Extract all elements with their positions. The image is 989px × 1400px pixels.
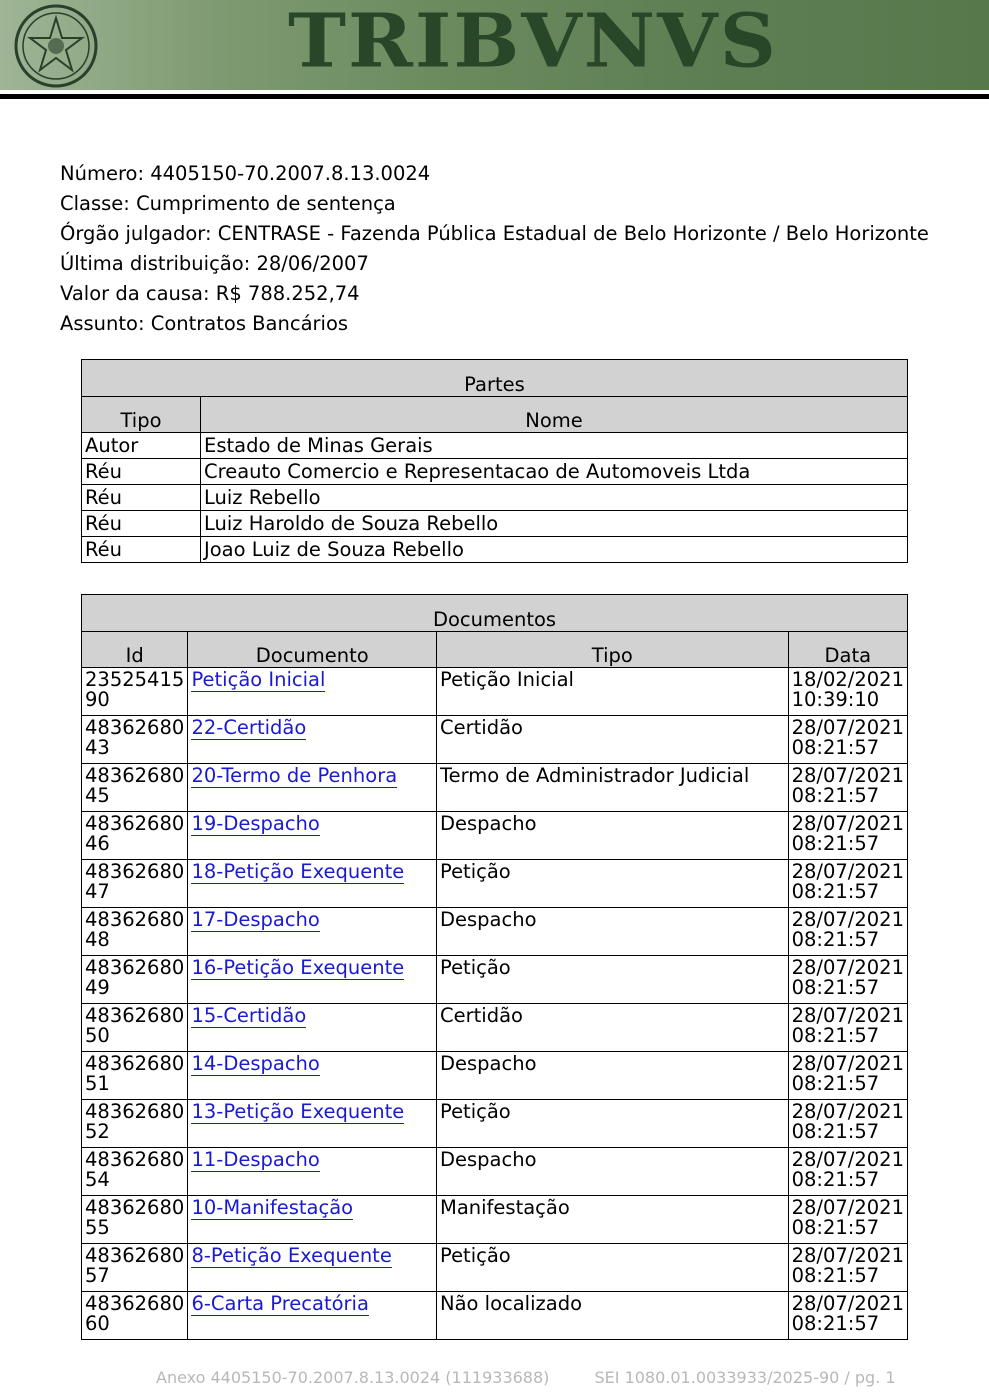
document-row	[82, 1052, 908, 1100]
document-cell	[188, 1148, 437, 1196]
documents-header-date: Data	[788, 632, 907, 668]
documents-table	[81, 594, 908, 1340]
document-type: Petição	[437, 956, 789, 1004]
document-row	[82, 1148, 908, 1196]
document-date: 28/07/2021 08:21:57	[788, 1196, 907, 1244]
document-type: Despacho	[437, 1052, 789, 1100]
document-cell	[188, 860, 437, 908]
document-id: 4836268060	[82, 1292, 188, 1340]
process-court: Órgão julgador: CENTRASE - Fazenda Pública Estadual de Belo Horizonte / Belo Horizonte	[60, 222, 929, 245]
party-name: Joao Luiz de Souza Rebello	[201, 537, 908, 563]
document-row	[82, 716, 908, 764]
document-link[interactable]: 8-Petição Exequente	[191, 1244, 392, 1267]
document-row	[82, 908, 908, 956]
document-type: Manifestação	[437, 1196, 789, 1244]
document-link[interactable]: 17-Despacho	[191, 908, 320, 931]
party-type: Réu	[82, 511, 201, 537]
document-row	[82, 1196, 908, 1244]
party-type: Réu	[82, 537, 201, 563]
process-distribution: Última distribuição: 28/06/2007	[60, 252, 369, 275]
document-id: 4836268049	[82, 956, 188, 1004]
document-id: 2352541590	[82, 668, 188, 716]
document-id: 4836268052	[82, 1100, 188, 1148]
document-cell	[188, 1196, 437, 1244]
process-subject: Assunto: Contratos Bancários	[60, 312, 349, 335]
document-date: 28/07/2021 08:21:57	[788, 764, 907, 812]
parties-table	[81, 359, 908, 563]
document-date: 28/07/2021 08:21:57	[788, 956, 907, 1004]
document-link[interactable]: 6-Carta Precatória	[191, 1292, 369, 1315]
document-id: 4836268055	[82, 1196, 188, 1244]
party-row	[82, 485, 908, 511]
brand-title: TRIBVNVS	[288, 0, 778, 85]
document-date: 18/02/2021 10:39:10	[788, 668, 907, 716]
document-row	[82, 764, 908, 812]
document-id: 4836268046	[82, 812, 188, 860]
document-type: Petição Inicial	[437, 668, 789, 716]
document-cell	[188, 1004, 437, 1052]
document-type: Certidão	[437, 1004, 789, 1052]
parties-caption: Partes	[82, 360, 908, 397]
document-date: 28/07/2021 08:21:57	[788, 716, 907, 764]
party-row	[82, 511, 908, 537]
document-id: 4836268054	[82, 1148, 188, 1196]
document-date: 28/07/2021 08:21:57	[788, 1148, 907, 1196]
document-link[interactable]: 11-Despacho	[191, 1148, 320, 1171]
document-type: Despacho	[437, 812, 789, 860]
process-info	[60, 159, 929, 339]
document-id: 4836268051	[82, 1052, 188, 1100]
document-type: Certidão	[437, 716, 789, 764]
documents-header-id: Id	[82, 632, 188, 668]
footer-sei: SEI 1080.01.0033933/2025-90 / pg. 1	[594, 1368, 896, 1387]
document-type: Termo de Administrador Judicial	[437, 764, 789, 812]
document-cell	[188, 812, 437, 860]
document-date: 28/07/2021 08:21:57	[788, 908, 907, 956]
document-id: 4836268043	[82, 716, 188, 764]
document-cell	[188, 716, 437, 764]
document-type: Despacho	[437, 908, 789, 956]
document-link[interactable]: 18-Petição Exequente	[191, 860, 405, 883]
documents-header-type: Tipo	[437, 632, 789, 668]
process-value: Valor da causa: R$ 788.252,74	[60, 282, 360, 305]
document-link[interactable]: 10-Manifestação	[191, 1196, 354, 1219]
document-row	[82, 668, 908, 716]
document-cell	[188, 1244, 437, 1292]
party-row	[82, 537, 908, 563]
document-date: 28/07/2021 08:21:57	[788, 1052, 907, 1100]
documents-caption: Documentos	[82, 595, 908, 632]
process-number: Número: 4405150-70.2007.8.13.0024	[60, 162, 431, 185]
document-type: Petição	[437, 1244, 789, 1292]
header-divider	[0, 94, 989, 99]
party-type: Réu	[82, 459, 201, 485]
document-cell	[188, 908, 437, 956]
document-link[interactable]: 19-Despacho	[191, 812, 320, 835]
party-type: Autor	[82, 433, 201, 459]
document-id: 4836268050	[82, 1004, 188, 1052]
documents-header-document: Documento	[188, 632, 437, 668]
document-link[interactable]: 22-Certidão	[191, 716, 307, 739]
party-row	[82, 433, 908, 459]
document-date: 28/07/2021 08:21:57	[788, 812, 907, 860]
document-cell	[188, 1052, 437, 1100]
document-link[interactable]: 14-Despacho	[191, 1052, 320, 1075]
parties-header-type: Tipo	[82, 397, 201, 433]
document-id: 4836268057	[82, 1244, 188, 1292]
party-row	[82, 459, 908, 485]
document-date: 28/07/2021 08:21:57	[788, 1100, 907, 1148]
document-date: 28/07/2021 08:21:57	[788, 860, 907, 908]
party-name: Creauto Comercio e Representacao de Automoveis Ltda	[201, 459, 908, 485]
document-link[interactable]: 13-Petição Exequente	[191, 1100, 405, 1123]
document-id: 4836268045	[82, 764, 188, 812]
document-date: 28/07/2021 08:21:57	[788, 1244, 907, 1292]
party-name: Luiz Haroldo de Souza Rebello	[201, 511, 908, 537]
document-type: Petição	[437, 1100, 789, 1148]
document-id: 4836268048	[82, 908, 188, 956]
parties-header-name: Nome	[201, 397, 908, 433]
document-type: Petição	[437, 860, 789, 908]
document-cell	[188, 956, 437, 1004]
document-type: Não localizado	[437, 1292, 789, 1340]
coat-of-arms-icon	[12, 4, 100, 88]
party-name: Luiz Rebello	[201, 485, 908, 511]
document-type: Despacho	[437, 1148, 789, 1196]
document-date: 28/07/2021 08:21:57	[788, 1292, 907, 1340]
document-row	[82, 1244, 908, 1292]
document-row	[82, 1292, 908, 1340]
document-cell	[188, 668, 437, 716]
document-row	[82, 1004, 908, 1052]
document-link[interactable]: Petição Inicial	[191, 668, 326, 691]
header-banner	[0, 0, 989, 90]
document-link[interactable]: 15-Certidão	[191, 1004, 307, 1027]
document-cell	[188, 764, 437, 812]
party-name: Estado de Minas Gerais	[201, 433, 908, 459]
document-date: 28/07/2021 08:21:57	[788, 1004, 907, 1052]
party-type: Réu	[82, 485, 201, 511]
process-class: Classe: Cumprimento de sentença	[60, 192, 396, 215]
document-cell	[188, 1100, 437, 1148]
page-footer	[156, 1368, 896, 1387]
document-link[interactable]: 16-Petição Exequente	[191, 956, 405, 979]
document-link[interactable]: 20-Termo de Penhora	[191, 764, 398, 787]
document-id: 4836268047	[82, 860, 188, 908]
document-cell	[188, 1292, 437, 1340]
document-row	[82, 1100, 908, 1148]
footer-annex: Anexo 4405150-70.2007.8.13.0024 (111933688)	[156, 1368, 550, 1387]
document-row	[82, 812, 908, 860]
document-row	[82, 956, 908, 1004]
document-row	[82, 860, 908, 908]
